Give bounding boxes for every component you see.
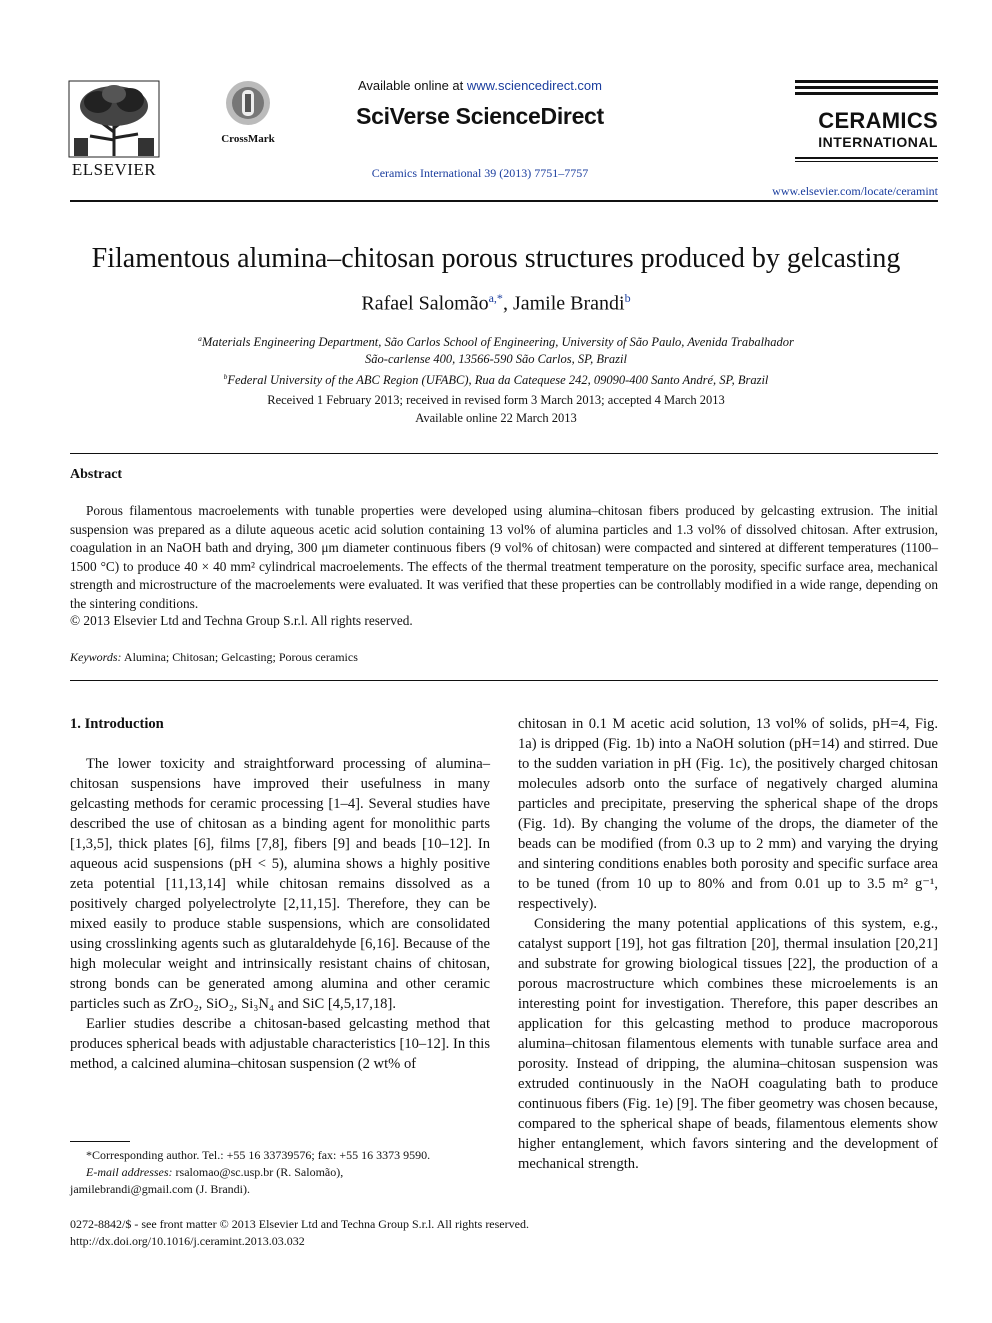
- intro-paragraph-3: Considering the many potential applications of this system, e.g., catalyst support [19], hot gas filtration [20], thermal insulation [20,21] and substrate for growing biological tissues [22], the production of a porous macrostructure which combines these microelements is an interesting point for investigation. Therefore, this paper describes an application for this gelcasting method to produce macroporous alumina–chitosan filamentous elements with tunable surface area and porosity. Instead of dripping, the alumina–chitosan suspension was extruded continuously in the NaOH coagulating bath to produce continuous fibers (Fig. 1e) [9]. The fiber geometry was chosen because, compared to the spherical shape of beads, filamentous elements show higher entanglement, which favors sintering and the development of mechanical strength.: [518, 916, 938, 1172]
- keywords: [70, 650, 358, 665]
- affiliation-a-cont: São-carlense 400, 13566-590 São Carlos, SP, Brazil: [365, 352, 627, 367]
- abstract-top-rule: [70, 453, 938, 454]
- author-affiliation-link[interactable]: a,*: [488, 291, 503, 305]
- header-divider: [70, 200, 938, 202]
- section-heading: 1. Introduction: [70, 716, 164, 732]
- article-identifiers: [70, 1216, 670, 1250]
- corresponding-author-note: *Corresponding author. Tel.: +55 16 33739576; fax: +55 16 3373 9590.: [86, 1148, 431, 1162]
- intro-paragraph-2: Earlier studies describe a chitosan-based gelcasting method that produces spherical beads with adjustable characteristics [10–12]. In this method, a calcined alumina–chitosan suspension (2 wt% of: [70, 1016, 490, 1072]
- abstract-bottom-rule: [70, 680, 938, 681]
- journal-homepage-link[interactable]: www.elsevier.com/locate/ceramint: [772, 184, 938, 198]
- crossmark-icon: [225, 80, 271, 126]
- elsevier-logo: [66, 80, 162, 182]
- keywords-label: Keywords:: [70, 650, 122, 664]
- footnotes: [70, 1147, 500, 1198]
- available-prefix: Available online at: [357, 78, 467, 93]
- publisher-name: ELSEVIER: [71, 160, 157, 179]
- affiliations: [120, 330, 872, 389]
- email-address[interactable]: jamilebrandi@gmail.com (J. Brandi).: [70, 1182, 251, 1196]
- journal-name: CERAMICS: [818, 108, 938, 133]
- abstract-copyright: © 2013 Elsevier Ltd and Techna Group S.r.l. All rights reserved.: [70, 613, 413, 628]
- author-list: [40, 291, 952, 316]
- intro-paragraph-2-continued: chitosan in 0.1 M acetic acid solution, 13 vol% of solids, pH=4, Fig. 1a) is dripped (Fig. 1b) into a NaOH solution (pH=14) and stirred. Due to the sudden variation in pH (Fig. 1c), the positively charged chitosan molecules adsorb onto the surface of negatively charged alumina particles and precipitate, preserving the spherical shape of the drops (Fig. 1d). By changing the volume of the drops, the diameter of the beads can be modified (from 0.3 up to 2 mm) and varying the drying and sintering conditions enables both porosity and specific surface area to be tuned (from 10 up to 80% and from 0.01 up to 3.5 m² g⁻¹, respectively).: [518, 716, 938, 912]
- journal-name-sub: INTERNATIONAL: [818, 134, 938, 150]
- email-address[interactable]: rsalomao@sc.usp.br (R. Salomão),: [172, 1165, 344, 1179]
- abstract-text: Porous filamentous macroelements with tunable properties were developed using alumina–chitosan fibers produced by gelcasting extrusion. The initial suspension was prepared as a dilute aqueous acetic acid solution containing 13 vol% of alumina particles and 1.3 vol% of dissolved chitosan. After extrusion, coagulation in an NaOH bath and drying, 300 μm diameter continuous fibers (9 vol% of chitosan) were compacted and sintered at different temperatures (1100–1500 °C) to produce 40 × 40 mm² cylindrical macroelements. The effects of the thermal treatment temperature on the porosity, specific surface area, mechanical strength and microstructure of the macroelements were evaluated. It was verified that these properties can be controllably modified in a wide range, depending on the sintering conditions.: [70, 503, 938, 611]
- abstract-heading: Abstract: [70, 467, 123, 482]
- online-date: Available online 22 March 2013: [415, 411, 577, 425]
- affiliation-marker: b: [223, 372, 228, 382]
- article-title: Filamentous alumina–chitosan porous structures produced by gelcasting: [91, 243, 901, 274]
- author-affiliation-link[interactable]: b: [624, 291, 631, 305]
- elsevier-tree-icon: [68, 80, 160, 158]
- sciencedirect-link[interactable]: www.sciencedirect.com: [466, 78, 602, 93]
- footnote-rule: [70, 1141, 130, 1142]
- journal-logo-rule: [795, 157, 938, 159]
- affiliation-marker: a: [198, 334, 202, 343]
- author-name[interactable]: Rafael Salomão: [361, 292, 489, 315]
- author-separator: ,: [502, 292, 513, 315]
- journal-logo-bars: [795, 80, 938, 98]
- crossmark-label: CrossMark: [221, 133, 275, 145]
- article-dates: [120, 391, 872, 427]
- platform-name: SciVerse ScienceDirect: [356, 103, 604, 129]
- left-column: [70, 754, 490, 1074]
- email-label: E-mail addresses:: [86, 1165, 173, 1179]
- right-column: [518, 714, 938, 1174]
- received-dates: Received 1 February 2013; received in revised form 3 March 2013; accepted 4 March 2013: [267, 393, 725, 407]
- author-name[interactable]: Jamile Brandi: [512, 292, 625, 315]
- abstract-body: [70, 502, 938, 614]
- journal-logo-rule-thin: [795, 161, 938, 162]
- intro-paragraph-1: The lower toxicity and straightforward processing of alumina–chitosan suspensions have improved their usefulness in many gelcasting methods for ceramic processing [1–4]. Several studies have described the use of chitosan as a binding agent for monolithic parts [1,3,5], thick plates [6], films [7,8], fibers [9] and beads [10–12]. In aqueous acid suspensions (pH < 5), alumina shows a highly positive zeta potential [11,13,14] while chitosan remains dissolved as a positively charged polyelectrolyte [2,11,15]. Therefore, they can be mixed easily to produce stable suspensions, which are consolidated using crosslinking agents such as glutaraldehyde [6,16]. Because of the high molecular weight and intrinsically resistant chains of chitosan, strong bonds can be generated among alumina and other ceramic particles such as ZrO₂, SiO₂, Si₃N₄ and SiC [4,5,17,18].: [70, 756, 490, 1012]
- issn-line: 0272-8842/$ - see front matter © 2013 Elsevier Ltd and Techna Group S.r.l. All rights reserved.: [70, 1217, 529, 1231]
- doi-link[interactable]: http://dx.doi.org/10.1016/j.ceramint.2013.03.032: [70, 1234, 305, 1248]
- availability-line: [300, 78, 660, 93]
- journal-reference-link[interactable]: Ceramics International 39 (2013) 7751–7757: [371, 166, 589, 180]
- affiliation-a: Materials Engineering Department, São Carlos School of Engineering, University of São Paulo, Avenida Trabalhador: [201, 335, 794, 350]
- affiliation-b: Federal University of the ABC Region (UFABC), Rua da Catequese 242, 09090-400 Santo André, SP, Brazil: [227, 373, 769, 388]
- crossmark-badge[interactable]: [218, 80, 278, 145]
- keywords-list: Alumina; Chitosan; Gelcasting; Porous ceramics: [123, 650, 358, 664]
